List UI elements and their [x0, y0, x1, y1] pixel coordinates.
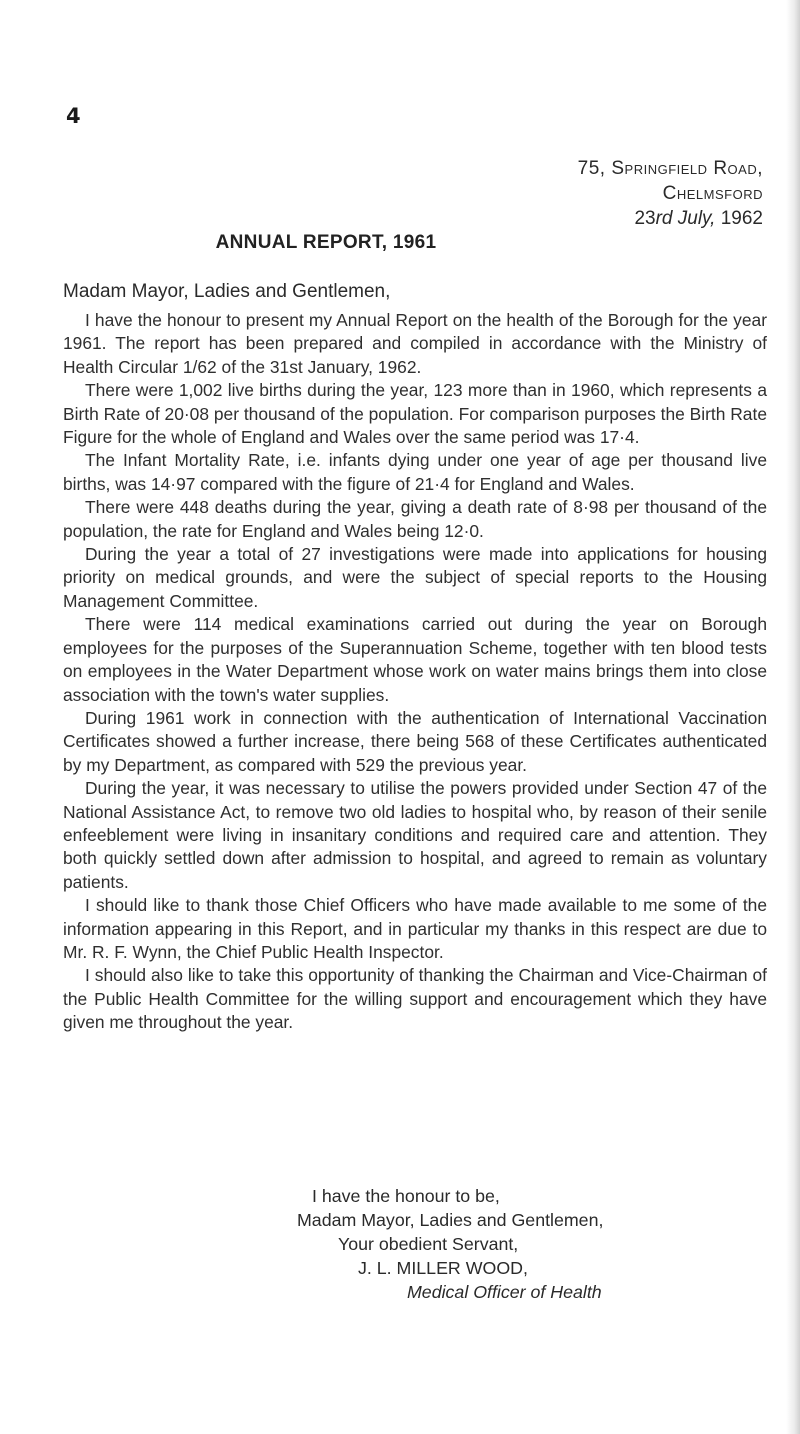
paragraph-medical-examinations: There were 114 medical examinations carried out during the year on Borough employees for the purposes of the Superannuation Scheme, together with ten blood tests on employees in the Water Department whose work on water mains brings them into close association with the town's water supplies.	[63, 614, 767, 705]
date-ordinal: rd	[655, 208, 673, 229]
page-number: 4	[66, 104, 81, 128]
signatory-name: J. L. MILLER WOOD,	[358, 1258, 528, 1278]
address-town: Chelmsford	[662, 183, 763, 204]
paragraph-housing: During the year a total of 27 investigations were made into applications for housing priority on medical grounds, and were the subject of special reports to the Housing Management Committee.	[63, 544, 767, 611]
paragraph-thanks-officers: I should like to thank those Chief Officers who have made available to me some of the information appearing in this Report, and in particular my thanks in this respect are due to Mr. R. F. Wynn, the Chief Public Health Inspector.	[63, 895, 767, 962]
sender-address	[578, 156, 763, 231]
closing-line-servant: Your obedient Servant,	[338, 1234, 519, 1254]
letter-date	[578, 206, 763, 231]
paragraph-infant-mortality: The Infant Mortality Rate, i.e. infants dying under one year of age per thousand live births, was 14·97 compared with the figure of 21·4 for England and Wales.	[63, 450, 767, 494]
report-body	[63, 309, 767, 1035]
paragraph-births: There were 1,002 live births during the year, 123 more than in 1960, which represents a Birth Rate of 20·08 per thousand of the population. For comparison purposes the Birth Rate Figure for the whole of England and Wales over the same period was 17·4.	[63, 380, 767, 448]
date-day: 23	[634, 208, 656, 229]
salutation: Madam Mayor, Ladies and Gentlemen,	[63, 281, 391, 302]
page-edge-shadow	[786, 0, 800, 1434]
paragraph-thanks-committee: I should also like to take this opportunity of thanking the Chairman and Vice-Chairman of the Public Health Committee for the willing support and encouragement which they have given me throughout the year.	[63, 965, 767, 1033]
closing-line-address: Madam Mayor, Ladies and Gentlemen,	[297, 1210, 604, 1230]
report-title-text: ANNUAL REPORT, 1961	[215, 232, 437, 253]
signatory-position: Medical Officer of Health	[407, 1282, 602, 1302]
paragraph-deaths: There were 448 deaths during the year, giving a death rate of 8·98 per thousand of the population, the rate for England and Wales being 12·0.	[63, 497, 767, 541]
date-month: July,	[677, 208, 716, 229]
paragraph-vaccination: During 1961 work in connection with the authentication of International Vaccination Certificates showed a further increase, there being 568 of these Certificates authenticated by my Department, as compared with 529 the previous year.	[63, 707, 767, 775]
closing-line-honour: I have the honour to be,	[312, 1186, 500, 1206]
paragraph-national-assistance: During the year, it was necessary to utilise the powers provided under Section 47 of the National Assistance Act, to remove two old ladies to hospital who, by reason of their senile enfeeblement were living in insanitary conditions and required care and attention. They both quickly settled down after admission to hospital, and agreed to remain as voluntary patients.	[63, 778, 767, 892]
report-title	[0, 232, 800, 254]
paragraph-introduction: I have the honour to present my Annual Report on the health of the Borough for the year 1961. The report has been prepared and compiled in accordance with the Ministry of Health Circular 1/62 of the 31st January, 1962.	[63, 310, 767, 377]
date-year: 1962	[720, 208, 763, 229]
address-street: 75, Springfield Road,	[577, 158, 763, 179]
